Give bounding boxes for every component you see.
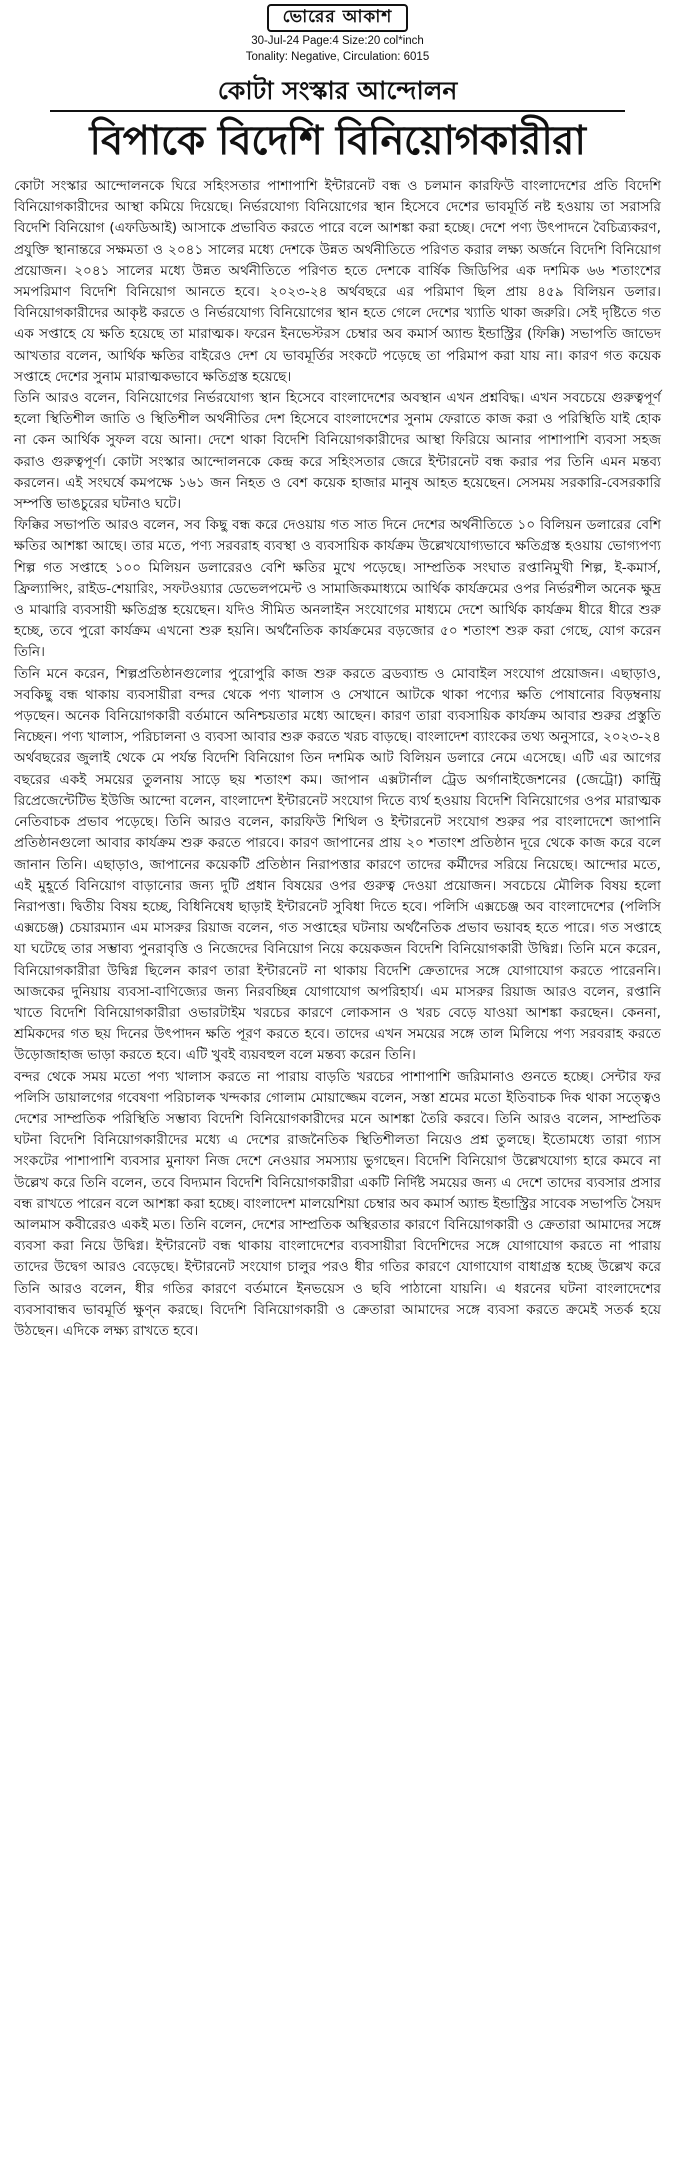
article-body: [14, 176, 661, 1342]
clip-meta-tonality-circulation: Tonality: Negative, Circulation: 6015: [245, 51, 430, 63]
article-paragraph: ফিক্কির সভাপতি আরও বলেন, সব কিছু বন্ধ করে দেওয়ায় গত সাত দিনে দেশের অর্থনীতিতে ১০ বিলিয়ন ডলারের বেশি ক্ষতির আশঙ্কা আছে। তার মতে, পণ্য সরবরাহ ব্যবস্থা ও ব্যবসায়িক কার্যক্রম উল্লেখযোগ্যভাবে ক্ষতিগ্রস্ত হওয়ায় ভোগ্যপণ্য শিল্প গত সপ্তাহে ১০০ মিলিয়ন ডলারেরও বেশি ক্ষতির মুখে পড়েছে। সাম্প্রতিক সংঘাত রপ্তানিমুখী শিল্প, ই-কমার্স, ফ্রিল্যান্সিং, রাইড-শেয়ারিং, সফটওয়্যার ডেভেলপমেন্ট ও সামাজিকমাধ্যমে আর্থিক কার্যক্রমের ওপর নির্ভরশীল অনেক ক্ষুদ্র ও মাঝারি ব্যবসায়ী ক্ষতিগ্রস্ত হয়েছেন। যদিও সীমিত অনলাইন সংযোগের মাধ্যমে দেশে আর্থিক কার্যক্রম ধীরে ধীরে শুরু হচ্ছে, তবে পুরো কার্যক্রম এখনো শুরু হয়নি। অর্থনৈতিক কার্যক্রমের বড়জোর ৫০ শতাংশ শুরু করা গেছে, যোগ করেন তিনি।: [14, 517, 661, 661]
article-paragraph: তিনি আরও বলেন, বিনিয়োগের নির্ভরযোগ্য স্থান হিসেবে বাংলাদেশের অবস্থান এখন প্রশ্নবিদ্ধ। এখন সবচেয়ে গুরুত্বপূর্ণ হলো স্থিতিশীল জাতি ও স্থিতিশীল অর্থনীতির দেশ হিসেবে বাংলাদেশের সুনাম ফেরাতে কাজ করা ও পরিস্থিতি যাই হোক না কেন আর্থিক সুফল বয়ে আনা। দেশে থাকা বিদেশি বিনিয়োগকারীদের আস্থা ফিরিয়ে আনার পাশাপাশি ব্যবসা সহজ করাও গুরুত্বপূর্ণ। কোটা সংস্কার আন্দোলনকে কেন্দ্র করে সহিংসতার জেরে ইন্টারনেট বন্ধ করার পর তিনি এমন মন্তব্য করলেন। এই সংঘর্ষে কমপক্ষে ১৬১ জন নিহত ও বেশ কয়েক হাজার মানুষ আহত হয়েছেন। সেসময় সরকারি-বেসরকারি সম্পত্তি ভাঙচুরের ঘটনাও ঘটে।: [14, 390, 661, 513]
masthead: [0, 0, 675, 64]
article-headline: বিপাকে বিদেশি বিনিয়োগকারীরা: [89, 118, 586, 164]
article-paragraph: কোটা সংস্কার আন্দোলনকে ঘিরে সহিংসতার পাশাপাশি ইন্টারনেট বন্ধ ও চলমান কারফিউ বাংলাদেশের প্রতি বিদেশি বিনিয়োগকারীদের আস্থা কমিয়ে দিয়েছে। নির্ভরযোগ্য বিনিয়োগের স্থান হিসেবে দেশের ভাবমূর্তি নষ্ট হওয়ায় তা সরাসরি বিদেশি বিনিয়োগ (এফডিআই) আসাকে প্রভাবিত করতে পারে বলে আশঙ্কা করা হচ্ছে। দেশে পণ্য উৎপাদনে বৈচিত্র্যকরণ, প্রযুক্তি স্থানান্তরে সক্ষমতা ও ২০৪১ সালের মধ্যে দেশকে উন্নত অর্থনীতিতে পরিণত করার লক্ষ্য অর্জনে বিদেশি বিনিয়োগ প্রয়োজন। ২০৪১ সালের মধ্যে উন্নত অর্থনীতিতে পরিণত হতে দেশকে বার্ষিক জিডিপির এক দশমিক ৬৬ শতাংশের সমপরিমাণ বিদেশি বিনিয়োগ আনতে হবে। ২০২৩-২৪ অর্থবছরে এর পরিমাণ ছিল প্রায় ৪৫৯ বিলিয়ন ডলার। বিনিয়োগকারীদের আকৃষ্ট করতে ও নির্ভরযোগ্য বিনিয়োগের স্থান হতে গেলে দেশের খ্যাতি থাকা জরুরি। সেই দৃষ্টিতে গত এক সপ্তাহে যে ক্ষতি হয়েছে তা মারাত্মক। ফরেন ইনভেস্টরস চেম্বার অব কমার্স অ্যান্ড ইন্ডাস্ট্রির (ফিক্কি) সভাপতি জাভেদ আখতার বলেন, আর্থিক ক্ষতির বাইরেও দেশ যে ভাবমূর্তির সংকটে পড়েছে তা পরিমাপ করা যায় না। কারণ গত কয়েক সপ্তাহে দেশের সুনাম মারাত্মকভাবে ক্ষতিগ্রস্ত হয়েছে।: [14, 178, 661, 385]
article-kicker: কোটা সংস্কার আন্দোলন: [50, 74, 625, 112]
clip-meta-date-page-size: 30-Jul-24 Page:4 Size:20 col*inch: [251, 35, 424, 47]
article-paragraph: বন্দর থেকে সময় মতো পণ্য খালাস করতে না পারায় বাড়তি খরচের পাশাপাশি জরিমানাও গুনতে হচ্ছে। সেন্টার ফর পলিসি ডায়ালগের গবেষণা পরিচালক খন্দকার গোলাম মোয়াজ্জেম বলেন, সস্তা শ্রমের মতো ইতিবাচক দিক থাকা সত্ত্বেও দেশের সাম্প্রতিক পরিস্থিতি সম্ভাব্য বিদেশি বিনিয়োগকারীদের মনে আশঙ্কা তৈরি করবে। তিনি আরও বলেন, সাম্প্রতিক ঘটনা বিদেশি বিনিয়োগকারীদের মধ্যে এ দেশের রাজনৈতিক স্থিতিশীলতা নিয়েও প্রশ্ন তুলছে। ইতোমধ্যে তারা গ্যাস সংকটের পাশাপাশি ব্যবসার মুনাফা নিজ দেশে নেওয়ার সমস্যায় ভুগছেন। বিদেশি বিনিয়োগ উল্লেখযোগ্য হারে কমবে না উল্লেখ করে তিনি বলেন, তবে বিদ্যমান বিদেশি বিনিয়োগকারীরা একটি নির্দিষ্ট সময়ের জন্য এ দেশে তাদের ব্যবসার প্রসার বন্ধ রাখতে পারেন বলে আশঙ্কা করা হচ্ছে। বাংলাদেশ মালয়েশিয়া চেম্বার অব কমার্স অ্যান্ড ইন্ডাস্ট্রির সাবেক সভাপতি সৈয়দ আলমাস কবীরেরও একই মত। তিনি বলেন, দেশের সাম্প্রতিক অস্থিরতার কারণে বিনিয়োগকারী ও ক্রেতারা আমাদের সঙ্গে ব্যবসা করা নিয়ে উদ্বিগ্ন। ইন্টারনেট বন্ধ থাকায় বাংলাদেশের ব্যবসায়ীরা বিদেশিদের সঙ্গে যোগাযোগ করতে না পারায় তাদের উদ্বেগ আরও বেড়েছে। ইন্টারনেট সংযোগ চালুর পরও ধীর গতির কারণে যোগাযোগ বাধাগ্রস্ত হচ্ছে উল্লেখ করে তিনি আরও বলেন, ধীর গতির কারণে বর্তমানে ইনভয়েস ও ছবি পাঠানো যায়নি। এ ধরনের ঘটনা বাংলাদেশের ব্যবসাবান্ধব ভাবমূর্তি ক্ষুণ্ন করছে। বিদেশি বিনিয়োগকারী ও ক্রেতারা আমাদের সঙ্গে ব্যবসা করতে ক্রমেই সতর্ক হয়ে উঠছেন। এদিকে লক্ষ্য রাখতে হবে।: [14, 1068, 661, 1339]
newspaper-logo: ভোরের আকাশ: [267, 4, 409, 32]
article-paragraph: তিনি মনে করেন, শিল্পপ্রতিষ্ঠানগুলোর পুরোপুরি কাজ শুরু করতে ব্রডব্যান্ড ও মোবাইল সংযোগ প্রয়োজন। এছাড়াও, সবকিছু বন্ধ থাকায় ব্যবসায়ীরা বন্দর থেকে পণ্য খালাস ও সেখানে আটকে থাকা পণ্যের ক্ষতি পোষানোর বিড়ম্বনায় পড়ছেন। অনেক বিনিয়োগকারী বর্তমানে অনিশ্চয়তার মধ্যে আছেন। কারণ তারা ব্যবসায়িক কার্যক্রম আবার শুরুর প্রস্তুতি নিচ্ছেন। পণ্য খালাস, পরিচালনা ও ব্যবসা আবার শুরু করতে খরচ বাড়ছে। বাংলাদেশ ব্যাংকের তথ্য অনুসারে, ২০২৩-২৪ অর্থবছরের জুলাই থেকে মে পর্যন্ত বিদেশি বিনিয়োগ তিন দশমিক আট বিলিয়ন ডলারে নেমে এসেছে। এটি এর আগের বছরের একই সময়ের তুলনায় সাড়ে ছয় শতাংশ কম। জাপান এক্সটার্নাল ট্রেড অর্গানাইজেশনের (জেট্রো) কান্ট্রি রিপ্রেজেন্টেটিভ ইউজি আন্দো বলেন, বাংলাদেশ ইন্টারনেট সংযোগ দিতে ব্যর্থ হওয়ায় বিদেশি বিনিয়োগের ওপর মারাত্মক নেতিবাচক প্রভাব পড়েছে। তিনি আরও বলেন, কারফিউ শিথিল ও ইন্টারনেট সংযোগ শুরুর পর বাংলাদেশে জাপানি প্রতিষ্ঠানগুলো আবার কার্যক্রম শুরু করতে পারবে। কারণ জাপানের প্রায় ২০ শতাংশ প্রতিষ্ঠান দূরে থেকে কাজ করে বলে জানান তিনি। এছাড়াও, জাপানের কয়েকটি প্রতিষ্ঠান নিরাপত্তার কারণে তাদের কর্মীদের সরিয়ে নিয়েছে। আন্দোর মতে, এই মুহূর্তে বিনিয়োগ বাড়ানোর জন্য দুটি প্রধান বিষয়ের ওপর গুরুত্ব দেওয়া প্রয়োজন। সবচেয়ে মৌলিক বিষয় হলো নিরাপত্তা। দ্বিতীয় বিষয় হচ্ছে, বিধিনিষেধ ছাড়াই ইন্টারনেট সুবিধা দিতে হবে। পলিসি এক্সচেঞ্জ অব বাংলাদেশের (পলিসি এক্সচেঞ্জ) চেয়ারম্যান এম মাসরুর রিয়াজ বলেন, গত সপ্তাহের ঘটনায় অর্থনৈতিক প্রভাব ভয়াবহ হতে পারে। গত সপ্তাহে যা ঘটেছে তার সম্ভাব্য পুনরাবৃত্তি ও নিজেদের বিনিয়োগ নিয়ে কয়েকজন বিদেশি বিনিয়োগকারী উদ্বিগ্ন। তিনি মনে করেন, বিনিয়োগকারীরা উদ্বিগ্ন ছিলেন কারণ তারা ইন্টারনেট না থাকায় বিদেশি ক্রেতাদের সঙ্গে যোগাযোগ করতে পারেননি। আজকের দুনিয়ায় ব্যবসা-বাণিজ্যের জন্য নিরবচ্ছিন্ন যোগাযোগ অপরিহার্য। এম মাসরুর রিয়াজ আরও বলেন, রপ্তানি খাতে বিদেশি বিনিয়োগকারীরা ওভারটাইম খরচের কারণে লোকসান ও খরচ বেড়ে যাওয়া আশঙ্কা করছেন। কেননা, শ্রমিকদের গত ছয় দিনের উৎপাদন ক্ষতি পূরণ করতে হবে। তাদের এখন সময়ের সঙ্গে তাল মিলিয়ে পণ্য সরবরাহ করতে উড়োজাহাজ ভাড়া করতে হবে। এটি খুবই ব্যয়বহুল বলে মন্তব্য করেন তিনি।: [14, 665, 661, 1064]
